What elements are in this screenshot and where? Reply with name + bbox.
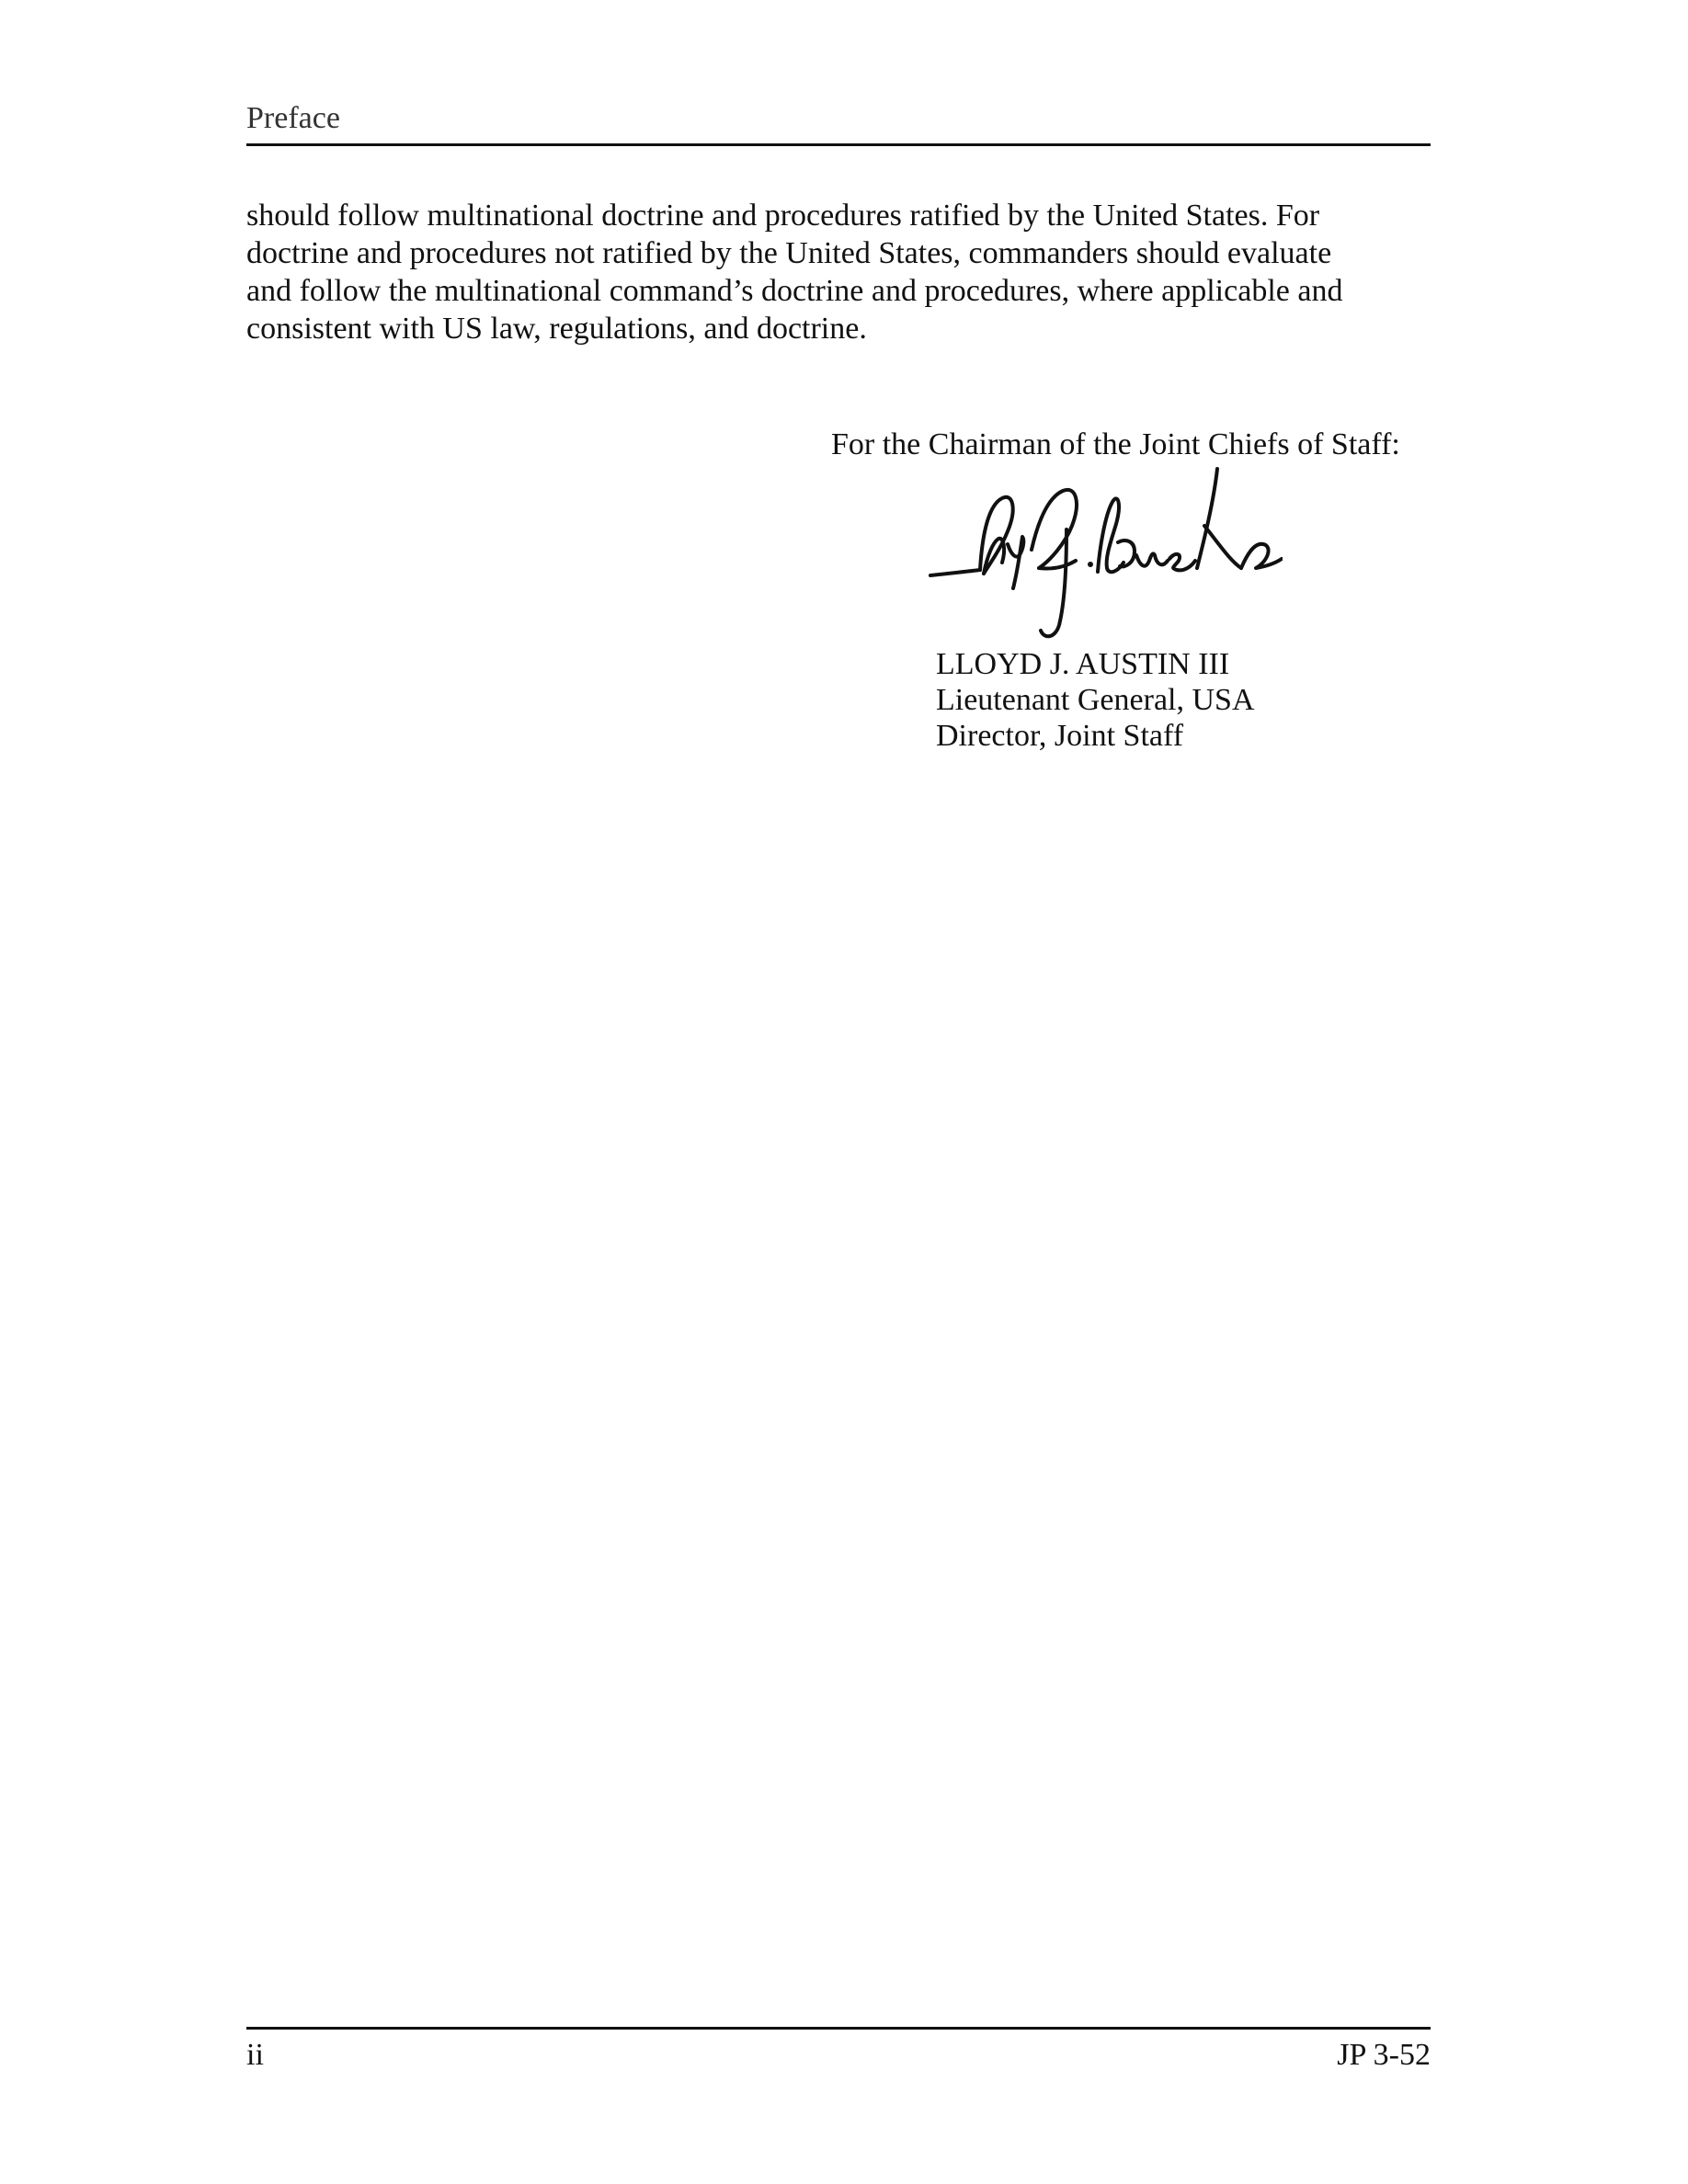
header-section-title: Preface (246, 101, 340, 135)
publication-id: JP 3-52 (1337, 2038, 1431, 2072)
page-header (246, 96, 1431, 146)
paragraph-line: consistent with US law, regulations, and doctrine. (246, 312, 867, 346)
signatory-block (936, 646, 1255, 754)
paragraph-line: doctrine and procedures not ratified by the United States, commanders should evaluate (246, 236, 1332, 270)
page-number: ii (246, 2038, 264, 2072)
signatory-rank: Lieutenant General, USA (936, 683, 1255, 717)
paragraph-line: and follow the multinational command’s doctrine and procedures, where applicable and (246, 274, 1343, 308)
handwritten-signature (929, 465, 1283, 642)
page-footer (246, 2027, 1431, 2076)
signatory-name: LLOYD J. AUSTIN III (936, 647, 1230, 681)
preface-paragraph (246, 197, 1442, 347)
signature-closing: For the Chairman of the Joint Chiefs of Staff: (831, 427, 1400, 461)
paragraph-line: should follow multinational doctrine and procedures ratified by the United States. For (246, 199, 1320, 233)
signatory-title: Director, Joint Staff (936, 719, 1184, 753)
